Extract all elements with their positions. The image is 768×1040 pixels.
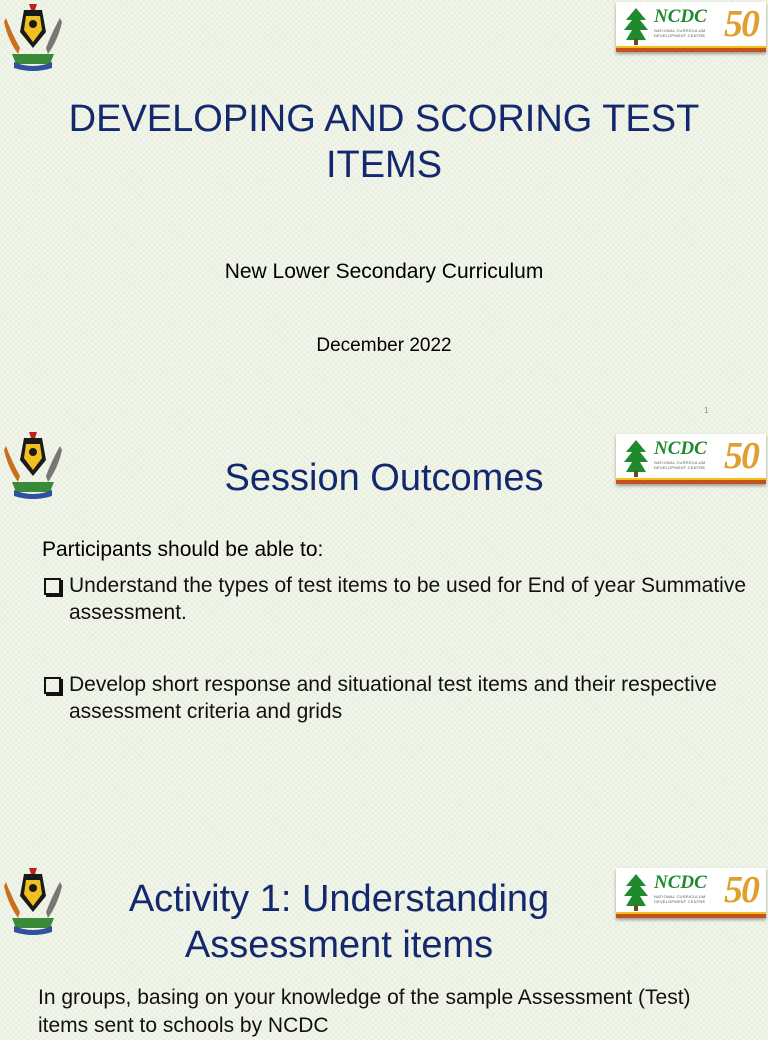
- logo-name: NCDC: [654, 872, 707, 893]
- bullet-text: Understand the types of test items to be used for End of year Summative assessment.: [69, 574, 747, 624]
- slide-date: December 2022: [316, 335, 452, 356]
- lead-text: Participants should be able to:: [42, 538, 324, 561]
- bullet-text: Develop short response and situational test items and their respective assessment criteria and grids: [69, 673, 717, 723]
- checkbox-bullet-icon: [44, 578, 61, 595]
- logo-anniversary: 50: [724, 3, 758, 45]
- logo-subtitle: NATIONAL CURRICULUM DEVELOPMENT CENTRE: [654, 28, 706, 38]
- logo-name: NCDC: [654, 6, 707, 27]
- bullet-item: [44, 572, 754, 626]
- slide-3: [0, 854, 768, 1037]
- slide-1: [0, 0, 768, 424]
- slide-title: Session Outcomes: [224, 457, 544, 499]
- tree-icon: [622, 6, 650, 46]
- slide-subtitle: New Lower Secondary Curriculum: [224, 260, 544, 283]
- body-text: In groups, basing on your knowledge of the sample Assessment (Test) items sent to schools by NCDC: [38, 986, 691, 1037]
- logo-name: NCDC: [654, 438, 707, 459]
- logo-subtitle: NATIONAL CURRICULUM DEVELOPMENT CENTRE: [654, 460, 706, 470]
- bullet-item: [44, 671, 754, 725]
- slide-title: Activity 1: Understanding Assessment items: [128, 878, 550, 966]
- slide-2: [0, 424, 768, 854]
- logo-anniversary: 50: [724, 869, 758, 911]
- page-number: 1: [704, 406, 709, 415]
- slide-title: DEVELOPING AND SCORING TEST ITEMS: [68, 98, 700, 186]
- logo-subtitle: NATIONAL CURRICULUM DEVELOPMENT CENTRE: [654, 894, 706, 904]
- ncdc-logo: [616, 2, 766, 52]
- logo-anniversary: 50: [724, 435, 758, 477]
- coat-of-arms-icon: [2, 4, 64, 72]
- checkbox-bullet-icon: [44, 677, 61, 694]
